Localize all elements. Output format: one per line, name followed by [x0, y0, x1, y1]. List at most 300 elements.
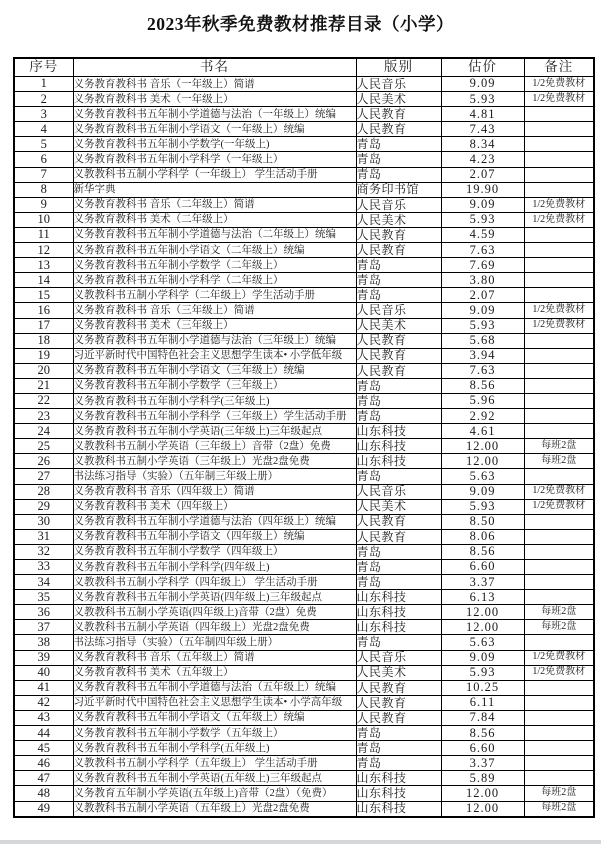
table-row [14, 393, 594, 408]
cell-publisher: 山东科技 [356, 590, 441, 605]
cell-book-name: 义务教育教科书五年制小学数学（五年级上） [73, 726, 356, 741]
table-row [14, 635, 594, 650]
table-header [14, 58, 594, 77]
cell-publisher: 人民美术 [356, 318, 441, 333]
cell-remarks [524, 741, 594, 756]
cell-book-name: 义务教育教科书 美术（一年级上） [73, 92, 356, 107]
cell-price: 5.63 [441, 635, 524, 650]
textbook-catalog-table [13, 57, 595, 818]
cell-price: 7.84 [441, 710, 524, 725]
table-row [14, 439, 594, 454]
cell-publisher: 人民美术 [356, 92, 441, 107]
cell-price: 12.00 [441, 801, 524, 817]
cell-book-name: 义务教育五年制小学英语(五年级上)音带（2盘）（免费） [73, 786, 356, 801]
cell-price: 3.80 [441, 273, 524, 288]
table-row [14, 152, 594, 167]
cell-price: 5.93 [441, 499, 524, 514]
cell-remarks: 1/2免费教材 [524, 650, 594, 665]
cell-serial-number: 43 [14, 710, 73, 725]
cell-price: 4.23 [441, 152, 524, 167]
table-row [14, 726, 594, 741]
table-row [14, 756, 594, 771]
cell-serial-number: 47 [14, 771, 73, 786]
cell-serial-number: 12 [14, 243, 73, 258]
cell-serial-number: 35 [14, 590, 73, 605]
cell-remarks [524, 680, 594, 695]
cell-serial-number: 28 [14, 484, 73, 499]
cell-remarks: 1/2免费教材 [524, 197, 594, 212]
cell-remarks: 1/2免费教材 [524, 484, 594, 499]
cell-publisher: 青岛 [356, 393, 441, 408]
cell-price: 2.07 [441, 288, 524, 303]
cell-remarks [524, 695, 594, 710]
cell-serial-number: 7 [14, 167, 73, 182]
table-row [14, 741, 594, 756]
cell-price: 5.93 [441, 212, 524, 227]
cell-book-name: 义务教育教科书五年制小学语文（三年级上）统编 [73, 363, 356, 378]
header-serial-number: 序号 [14, 58, 73, 77]
cell-publisher: 青岛 [356, 273, 441, 288]
cell-price: 6.11 [441, 695, 524, 710]
cell-publisher: 青岛 [356, 152, 441, 167]
cell-price: 2.92 [441, 409, 524, 424]
cell-serial-number: 20 [14, 363, 73, 378]
cell-price: 5.93 [441, 92, 524, 107]
cell-book-name: 义务教育教科书五年制小学道德与法治（四年级上）统编 [73, 514, 356, 529]
table-row [14, 786, 594, 801]
cell-remarks: 1/2免费教材 [524, 212, 594, 227]
cell-price: 7.69 [441, 258, 524, 273]
cell-remarks [524, 378, 594, 393]
cell-serial-number: 36 [14, 605, 73, 620]
cell-publisher: 青岛 [356, 409, 441, 424]
cell-book-name: 义务教育教科书 音乐（三年级上）简谱 [73, 303, 356, 318]
table-row [14, 77, 594, 92]
cell-book-name: 义务教育教科书 美术（三年级上） [73, 318, 356, 333]
cell-publisher: 青岛 [356, 288, 441, 303]
cell-serial-number: 33 [14, 560, 73, 575]
cell-serial-number: 31 [14, 529, 73, 544]
cell-price: 2.07 [441, 167, 524, 182]
cell-publisher: 人民教育 [356, 529, 441, 544]
cell-serial-number: 1 [14, 77, 73, 92]
cell-publisher: 山东科技 [356, 605, 441, 620]
table-row [14, 605, 594, 620]
cell-remarks [524, 152, 594, 167]
cell-serial-number: 41 [14, 680, 73, 695]
cell-serial-number: 38 [14, 635, 73, 650]
cell-serial-number: 49 [14, 801, 73, 817]
cell-publisher: 青岛 [356, 378, 441, 393]
cell-publisher: 山东科技 [356, 771, 441, 786]
cell-book-name: 义教教科书五制小学英语（四年级上）光盘2盘免费 [73, 620, 356, 635]
cell-serial-number: 26 [14, 454, 73, 469]
table-row [14, 348, 594, 363]
cell-serial-number: 8 [14, 182, 73, 197]
cell-publisher: 山东科技 [356, 801, 441, 817]
table-header-row [14, 58, 594, 77]
cell-price: 9.09 [441, 484, 524, 499]
cell-serial-number: 17 [14, 318, 73, 333]
cell-price: 9.09 [441, 197, 524, 212]
cell-remarks [524, 333, 594, 348]
cell-serial-number: 15 [14, 288, 73, 303]
table-row [14, 273, 594, 288]
cell-remarks [524, 273, 594, 288]
cell-serial-number: 27 [14, 469, 73, 484]
cell-remarks: 1/2免费教材 [524, 303, 594, 318]
table-row [14, 650, 594, 665]
cell-serial-number: 3 [14, 107, 73, 122]
cell-book-name: 义务教育教科书五年制小学科学(四年级上) [73, 560, 356, 575]
cell-publisher: 青岛 [356, 137, 441, 152]
cell-serial-number: 32 [14, 544, 73, 559]
table-row [14, 227, 594, 242]
cell-remarks [524, 469, 594, 484]
table-row [14, 333, 594, 348]
cell-remarks [524, 122, 594, 137]
cell-publisher: 山东科技 [356, 620, 441, 635]
cell-publisher: 青岛 [356, 741, 441, 756]
cell-price: 6.60 [441, 560, 524, 575]
cell-remarks: 每班2盘 [524, 605, 594, 620]
cell-remarks [524, 590, 594, 605]
cell-remarks [524, 348, 594, 363]
table-row [14, 258, 594, 273]
cell-book-name: 新华字典 [73, 182, 356, 197]
cell-book-name: 义务教育教科书五年制小学数学（三年级上） [73, 378, 356, 393]
cell-publisher: 青岛 [356, 544, 441, 559]
cell-serial-number: 23 [14, 409, 73, 424]
cell-book-name: 义务教育教科书五年制小学数学（二年级上） [73, 258, 356, 273]
cell-book-name: 义务教育教科书 美术（二年级上） [73, 212, 356, 227]
cell-book-name: 义务教育教科书五年制小学科学（二年级上） [73, 273, 356, 288]
cell-serial-number: 6 [14, 152, 73, 167]
cell-serial-number: 19 [14, 348, 73, 363]
cell-book-name: 义教教科书五制小学英语（三年级上）音带（2盘）免费 [73, 439, 356, 454]
cell-book-name: 书法练习指导（实验）（五年制三年级上册） [73, 469, 356, 484]
table-row [14, 514, 594, 529]
cell-price: 8.56 [441, 726, 524, 741]
cell-book-name: 义务教育教科书五年制小学英语(五年级上)三年级起点 [73, 771, 356, 786]
cell-publisher: 青岛 [356, 167, 441, 182]
cell-remarks: 1/2免费教材 [524, 77, 594, 92]
cell-remarks [524, 710, 594, 725]
cell-remarks [524, 424, 594, 439]
table-row [14, 529, 594, 544]
cell-publisher: 山东科技 [356, 454, 441, 469]
cell-remarks: 每班2盘 [524, 620, 594, 635]
table-row [14, 122, 594, 137]
cell-book-name: 义务教育教科书五年制小学科学（一年级上） [73, 152, 356, 167]
table-row [14, 801, 594, 817]
cell-book-name: 义务教育教科书五年制小学道德与法治（五年级上）统编 [73, 680, 356, 695]
cell-serial-number: 21 [14, 378, 73, 393]
cell-remarks [524, 288, 594, 303]
cell-book-name: 义务教育教科书五年制小学科学(五年级上) [73, 741, 356, 756]
table-row [14, 680, 594, 695]
cell-publisher: 青岛 [356, 258, 441, 273]
cell-serial-number: 13 [14, 258, 73, 273]
cell-book-name: 义教教科书五制小学英语(四年级上)音带（2盘）免费 [73, 605, 356, 620]
cell-price: 9.09 [441, 77, 524, 92]
cell-remarks [524, 137, 594, 152]
cell-price: 7.63 [441, 243, 524, 258]
cell-remarks [524, 756, 594, 771]
cell-remarks [524, 514, 594, 529]
table-row [14, 378, 594, 393]
cell-book-name: 义务教育教科书五年制小学英语(三年级上)三年级起点 [73, 424, 356, 439]
header-price: 估价 [441, 58, 524, 77]
cell-publisher: 人民音乐 [356, 197, 441, 212]
cell-remarks: 1/2免费教材 [524, 499, 594, 514]
table-row [14, 409, 594, 424]
cell-book-name: 义务教育教科书五年制小学道德与法治（一年级上）统编 [73, 107, 356, 122]
cell-publisher: 山东科技 [356, 439, 441, 454]
table-row [14, 107, 594, 122]
cell-publisher: 人民教育 [356, 333, 441, 348]
table-row [14, 469, 594, 484]
cell-remarks [524, 529, 594, 544]
header-publisher: 版别 [356, 58, 441, 77]
cell-remarks: 每班2盘 [524, 439, 594, 454]
cell-book-name: 义务教育教科书 音乐（四年级上）简谱 [73, 484, 356, 499]
cell-book-name: 义教教科书五制小学科学（一年级上） 学生活动手册 [73, 167, 356, 182]
cell-price: 6.60 [441, 741, 524, 756]
cell-price: 5.93 [441, 318, 524, 333]
cell-price: 12.00 [441, 454, 524, 469]
cell-publisher: 青岛 [356, 635, 441, 650]
table-row [14, 544, 594, 559]
cell-book-name: 义务教育教科书五年制小学语文（四年级上）统编 [73, 529, 356, 544]
cell-price: 12.00 [441, 786, 524, 801]
cell-publisher: 人民教育 [356, 122, 441, 137]
header-remarks: 备注 [524, 58, 594, 77]
cell-book-name: 义务教育教科书 音乐（五年级上）简谱 [73, 650, 356, 665]
table-row [14, 575, 594, 590]
cell-remarks: 1/2免费教材 [524, 318, 594, 333]
cell-price: 6.13 [441, 590, 524, 605]
table-row [14, 197, 594, 212]
cell-price: 9.09 [441, 303, 524, 318]
cell-book-name: 义务教育教科书 美术（四年级上） [73, 499, 356, 514]
table-row [14, 424, 594, 439]
cell-remarks [524, 243, 594, 258]
cell-remarks: 1/2免费教材 [524, 92, 594, 107]
cell-serial-number: 37 [14, 620, 73, 635]
cell-serial-number: 44 [14, 726, 73, 741]
table-row [14, 182, 594, 197]
cell-remarks [524, 575, 594, 590]
cell-remarks [524, 409, 594, 424]
cell-publisher: 人民教育 [356, 680, 441, 695]
cell-serial-number: 40 [14, 665, 73, 680]
table-row [14, 303, 594, 318]
table-row [14, 137, 594, 152]
table-row [14, 771, 594, 786]
cell-remarks [524, 258, 594, 273]
cell-serial-number: 18 [14, 333, 73, 348]
cell-serial-number: 42 [14, 695, 73, 710]
cell-serial-number: 2 [14, 92, 73, 107]
table-row [14, 590, 594, 605]
cell-book-name: 义教教科书五制小学科学（二年级上）学生活动手册 [73, 288, 356, 303]
cell-serial-number: 11 [14, 227, 73, 242]
cell-remarks [524, 227, 594, 242]
cell-serial-number: 10 [14, 212, 73, 227]
cell-publisher: 商务印书馆 [356, 182, 441, 197]
cell-book-name: 习近平新时代中国特色社会主义思想学生读本• 小学高年级 [73, 695, 356, 710]
cell-remarks [524, 544, 594, 559]
cell-price: 8.50 [441, 514, 524, 529]
cell-remarks [524, 560, 594, 575]
cell-price: 3.94 [441, 348, 524, 363]
cell-book-name: 义务教育教科书 美术（五年级上） [73, 665, 356, 680]
cell-serial-number: 30 [14, 514, 73, 529]
table-row [14, 318, 594, 333]
cell-serial-number: 29 [14, 499, 73, 514]
cell-serial-number: 14 [14, 273, 73, 288]
cell-book-name: 义务教育教科书五年制小学科学（三年级上）学生活动手册 [73, 409, 356, 424]
cell-remarks [524, 771, 594, 786]
cell-serial-number: 45 [14, 741, 73, 756]
table-row [14, 665, 594, 680]
cell-publisher: 青岛 [356, 469, 441, 484]
cell-book-name: 习近平新时代中国特色社会主义思想学生读本• 小学低年级 [73, 348, 356, 363]
table-row [14, 454, 594, 469]
cell-serial-number: 39 [14, 650, 73, 665]
scan-edge-strip [0, 840, 601, 844]
cell-book-name: 义务教育教科书五年制小学科学(三年级上) [73, 393, 356, 408]
cell-publisher: 人民教育 [356, 243, 441, 258]
cell-serial-number: 24 [14, 424, 73, 439]
cell-publisher: 人民美术 [356, 665, 441, 680]
cell-book-name: 义务教育教科书五年制小学道德与法治（三年级上）统编 [73, 333, 356, 348]
cell-remarks: 每班2盘 [524, 801, 594, 817]
cell-publisher: 青岛 [356, 726, 441, 741]
cell-publisher: 人民教育 [356, 363, 441, 378]
table-row [14, 560, 594, 575]
cell-publisher: 青岛 [356, 560, 441, 575]
header-book-name: 书名 [73, 58, 356, 77]
cell-serial-number: 4 [14, 122, 73, 137]
table-row [14, 212, 594, 227]
cell-publisher: 山东科技 [356, 424, 441, 439]
cell-price: 4.61 [441, 424, 524, 439]
cell-price: 7.63 [441, 363, 524, 378]
cell-book-name: 义务教育教科书五年制小学数学(一年级上) [73, 137, 356, 152]
cell-serial-number: 5 [14, 137, 73, 152]
cell-price: 5.89 [441, 771, 524, 786]
page-title: 2023年秋季免费教材推荐目录（小学） [147, 14, 454, 34]
cell-publisher: 人民音乐 [356, 650, 441, 665]
cell-remarks [524, 182, 594, 197]
cell-price: 8.56 [441, 378, 524, 393]
cell-publisher: 人民教育 [356, 695, 441, 710]
cell-remarks: 1/2免费教材 [524, 665, 594, 680]
cell-publisher: 人民教育 [356, 348, 441, 363]
table-row [14, 484, 594, 499]
cell-price: 4.59 [441, 227, 524, 242]
cell-price: 9.09 [441, 650, 524, 665]
cell-price: 5.63 [441, 469, 524, 484]
cell-publisher: 人民美术 [356, 212, 441, 227]
cell-serial-number: 46 [14, 756, 73, 771]
cell-book-name: 义务教育教科书五年制小学数学（四年级上） [73, 544, 356, 559]
cell-price: 4.81 [441, 107, 524, 122]
cell-serial-number: 25 [14, 439, 73, 454]
cell-remarks [524, 167, 594, 182]
cell-publisher: 人民教育 [356, 107, 441, 122]
cell-publisher: 人民美术 [356, 499, 441, 514]
cell-serial-number: 34 [14, 575, 73, 590]
cell-publisher: 青岛 [356, 575, 441, 590]
cell-price: 5.93 [441, 665, 524, 680]
table-row [14, 363, 594, 378]
cell-book-name: 义教教科书五制小学科学（五年级上） 学生活动手册 [73, 756, 356, 771]
cell-book-name: 义务教育教科书五年制小学道德与法治（二年级上）统编 [73, 227, 356, 242]
cell-remarks [524, 726, 594, 741]
cell-publisher: 青岛 [356, 756, 441, 771]
cell-book-name: 义务教育教科书五年制小学语文（一年级上）统编 [73, 122, 356, 137]
cell-price: 12.00 [441, 439, 524, 454]
cell-remarks: 每班2盘 [524, 454, 594, 469]
cell-price: 8.34 [441, 137, 524, 152]
cell-book-name: 义务教育教科书五年制小学英语(四年级上)三年级起点 [73, 590, 356, 605]
cell-price: 5.68 [441, 333, 524, 348]
cell-publisher: 山东科技 [356, 786, 441, 801]
cell-remarks [524, 107, 594, 122]
cell-price: 8.56 [441, 544, 524, 559]
cell-publisher: 人民音乐 [356, 484, 441, 499]
cell-remarks [524, 363, 594, 378]
cell-price: 3.37 [441, 756, 524, 771]
cell-book-name: 义务教育教科书五年制小学语文（二年级上）统编 [73, 243, 356, 258]
table-row [14, 167, 594, 182]
cell-serial-number: 22 [14, 393, 73, 408]
table-row [14, 695, 594, 710]
cell-publisher: 人民教育 [356, 710, 441, 725]
cell-price: 10.25 [441, 680, 524, 695]
table-row [14, 92, 594, 107]
cell-serial-number: 9 [14, 197, 73, 212]
cell-book-name: 义教教科书五制小学科学（四年级上） 学生活动手册 [73, 575, 356, 590]
cell-book-name: 义教教科书五制小学英语（五年级上）光盘2盘免费 [73, 801, 356, 817]
cell-remarks: 每班2盘 [524, 786, 594, 801]
cell-publisher: 人民教育 [356, 227, 441, 242]
cell-price: 8.06 [441, 529, 524, 544]
cell-price: 12.00 [441, 605, 524, 620]
cell-price: 3.37 [441, 575, 524, 590]
cell-book-name: 义务教育教科书五年制小学语文（五年级上）统编 [73, 710, 356, 725]
cell-publisher: 人民音乐 [356, 77, 441, 92]
cell-price: 12.00 [441, 620, 524, 635]
cell-serial-number: 16 [14, 303, 73, 318]
table-row [14, 499, 594, 514]
cell-book-name: 义务教育教科书 音乐（二年级上）简谱 [73, 197, 356, 212]
cell-price: 19.90 [441, 182, 524, 197]
table-body [14, 77, 594, 817]
cell-serial-number: 48 [14, 786, 73, 801]
cell-book-name: 书法练习指导（实验）（五年制四年级上册） [73, 635, 356, 650]
cell-remarks [524, 393, 594, 408]
cell-remarks [524, 635, 594, 650]
cell-publisher: 人民教育 [356, 514, 441, 529]
cell-publisher: 人民音乐 [356, 303, 441, 318]
cell-price: 7.43 [441, 122, 524, 137]
table-row [14, 243, 594, 258]
table-row [14, 288, 594, 303]
